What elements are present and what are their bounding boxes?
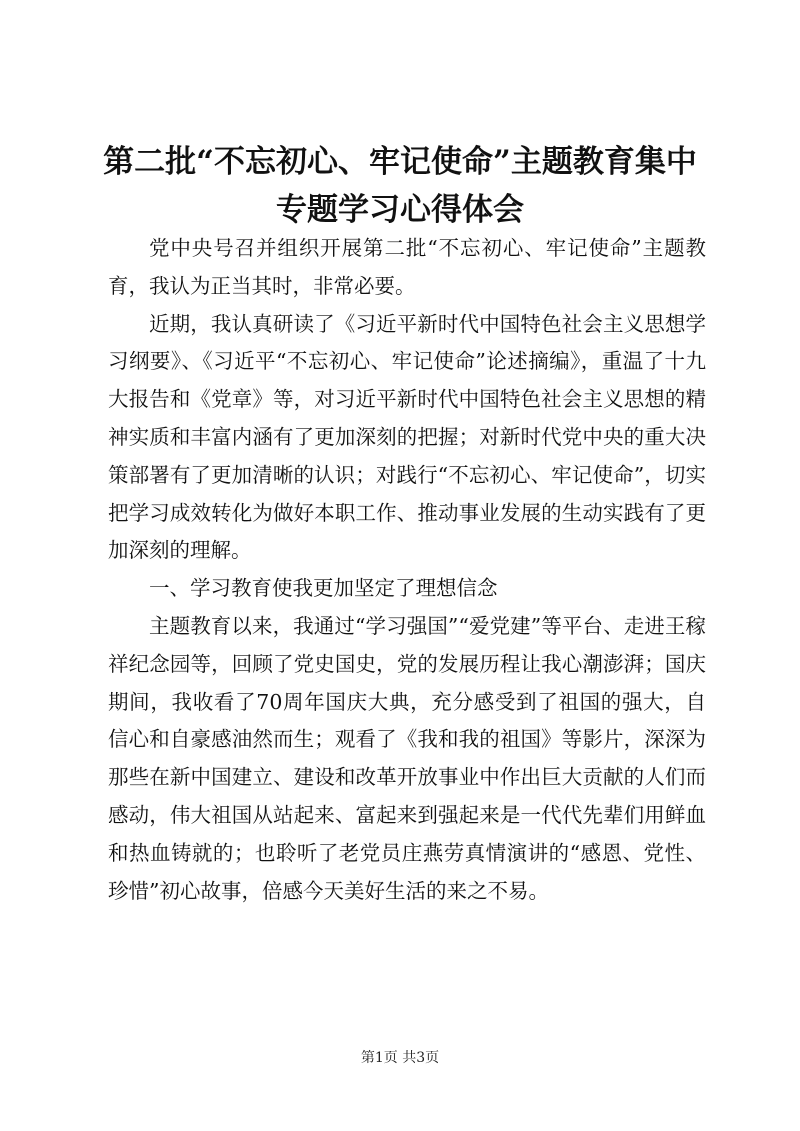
page-footer: 第1页 共3页 (360, 1050, 440, 1066)
document-body (108, 230, 706, 910)
paragraph-section-1: 主题教育以来，我通过“学习强国”“爱党建”等平台、走进王稼祥纪念园等，回顾了党史国史，党的发展历程让我心潮澎湃；国庆期间，我收看了70周年国庆大典，充分感受到了祖国的强大，自信心和自豪感油然而生；观看了《我和我的祖国》等影片，深深为那些在新中国建立、建设和改革开放事业中作出巨大贡献的人们而感动，伟大祖国从站起来、富起来到强起来是一代代先辈们用鲜血和热血铸就的；也聆听了老党员庄燕劳真情演讲的“感恩、党性、珍惜”初心故事，倍感今天美好生活的来之不易。 (108, 613, 706, 903)
document-title (80, 138, 720, 234)
title-line-2: 专题学习心得体会 (276, 192, 524, 228)
title-line-1: 第二批“不忘初心、牢记使命”主题教育集中 (103, 144, 697, 180)
section-heading-1: 一、学习教育使我更加坚定了理想信念 (149, 576, 498, 601)
paragraph-study: 近期，我认真研读了《习近平新时代中国特色社会主义思想学习纲要》、《习近平“不忘初心、牢记使命”论述摘编》，重温了十九大报告和《党章》等，对习近平新时代中国特色社会主义思想的精神实质和丰富内涵有了更加深刻的把握；对新时代党中央的重大决策部署有了更加清晰的认识；对践行“不忘初心、牢记使命”，切实把学习成效转化为做好本职工作、推动事业发展的生动实践有了更加深刻的理解。 (108, 311, 706, 563)
paragraph-intro: 党中央号召并组织开展第二批“不忘初心、牢记使命”主题教育，我认为正当其时，非常必要。 (108, 236, 706, 298)
